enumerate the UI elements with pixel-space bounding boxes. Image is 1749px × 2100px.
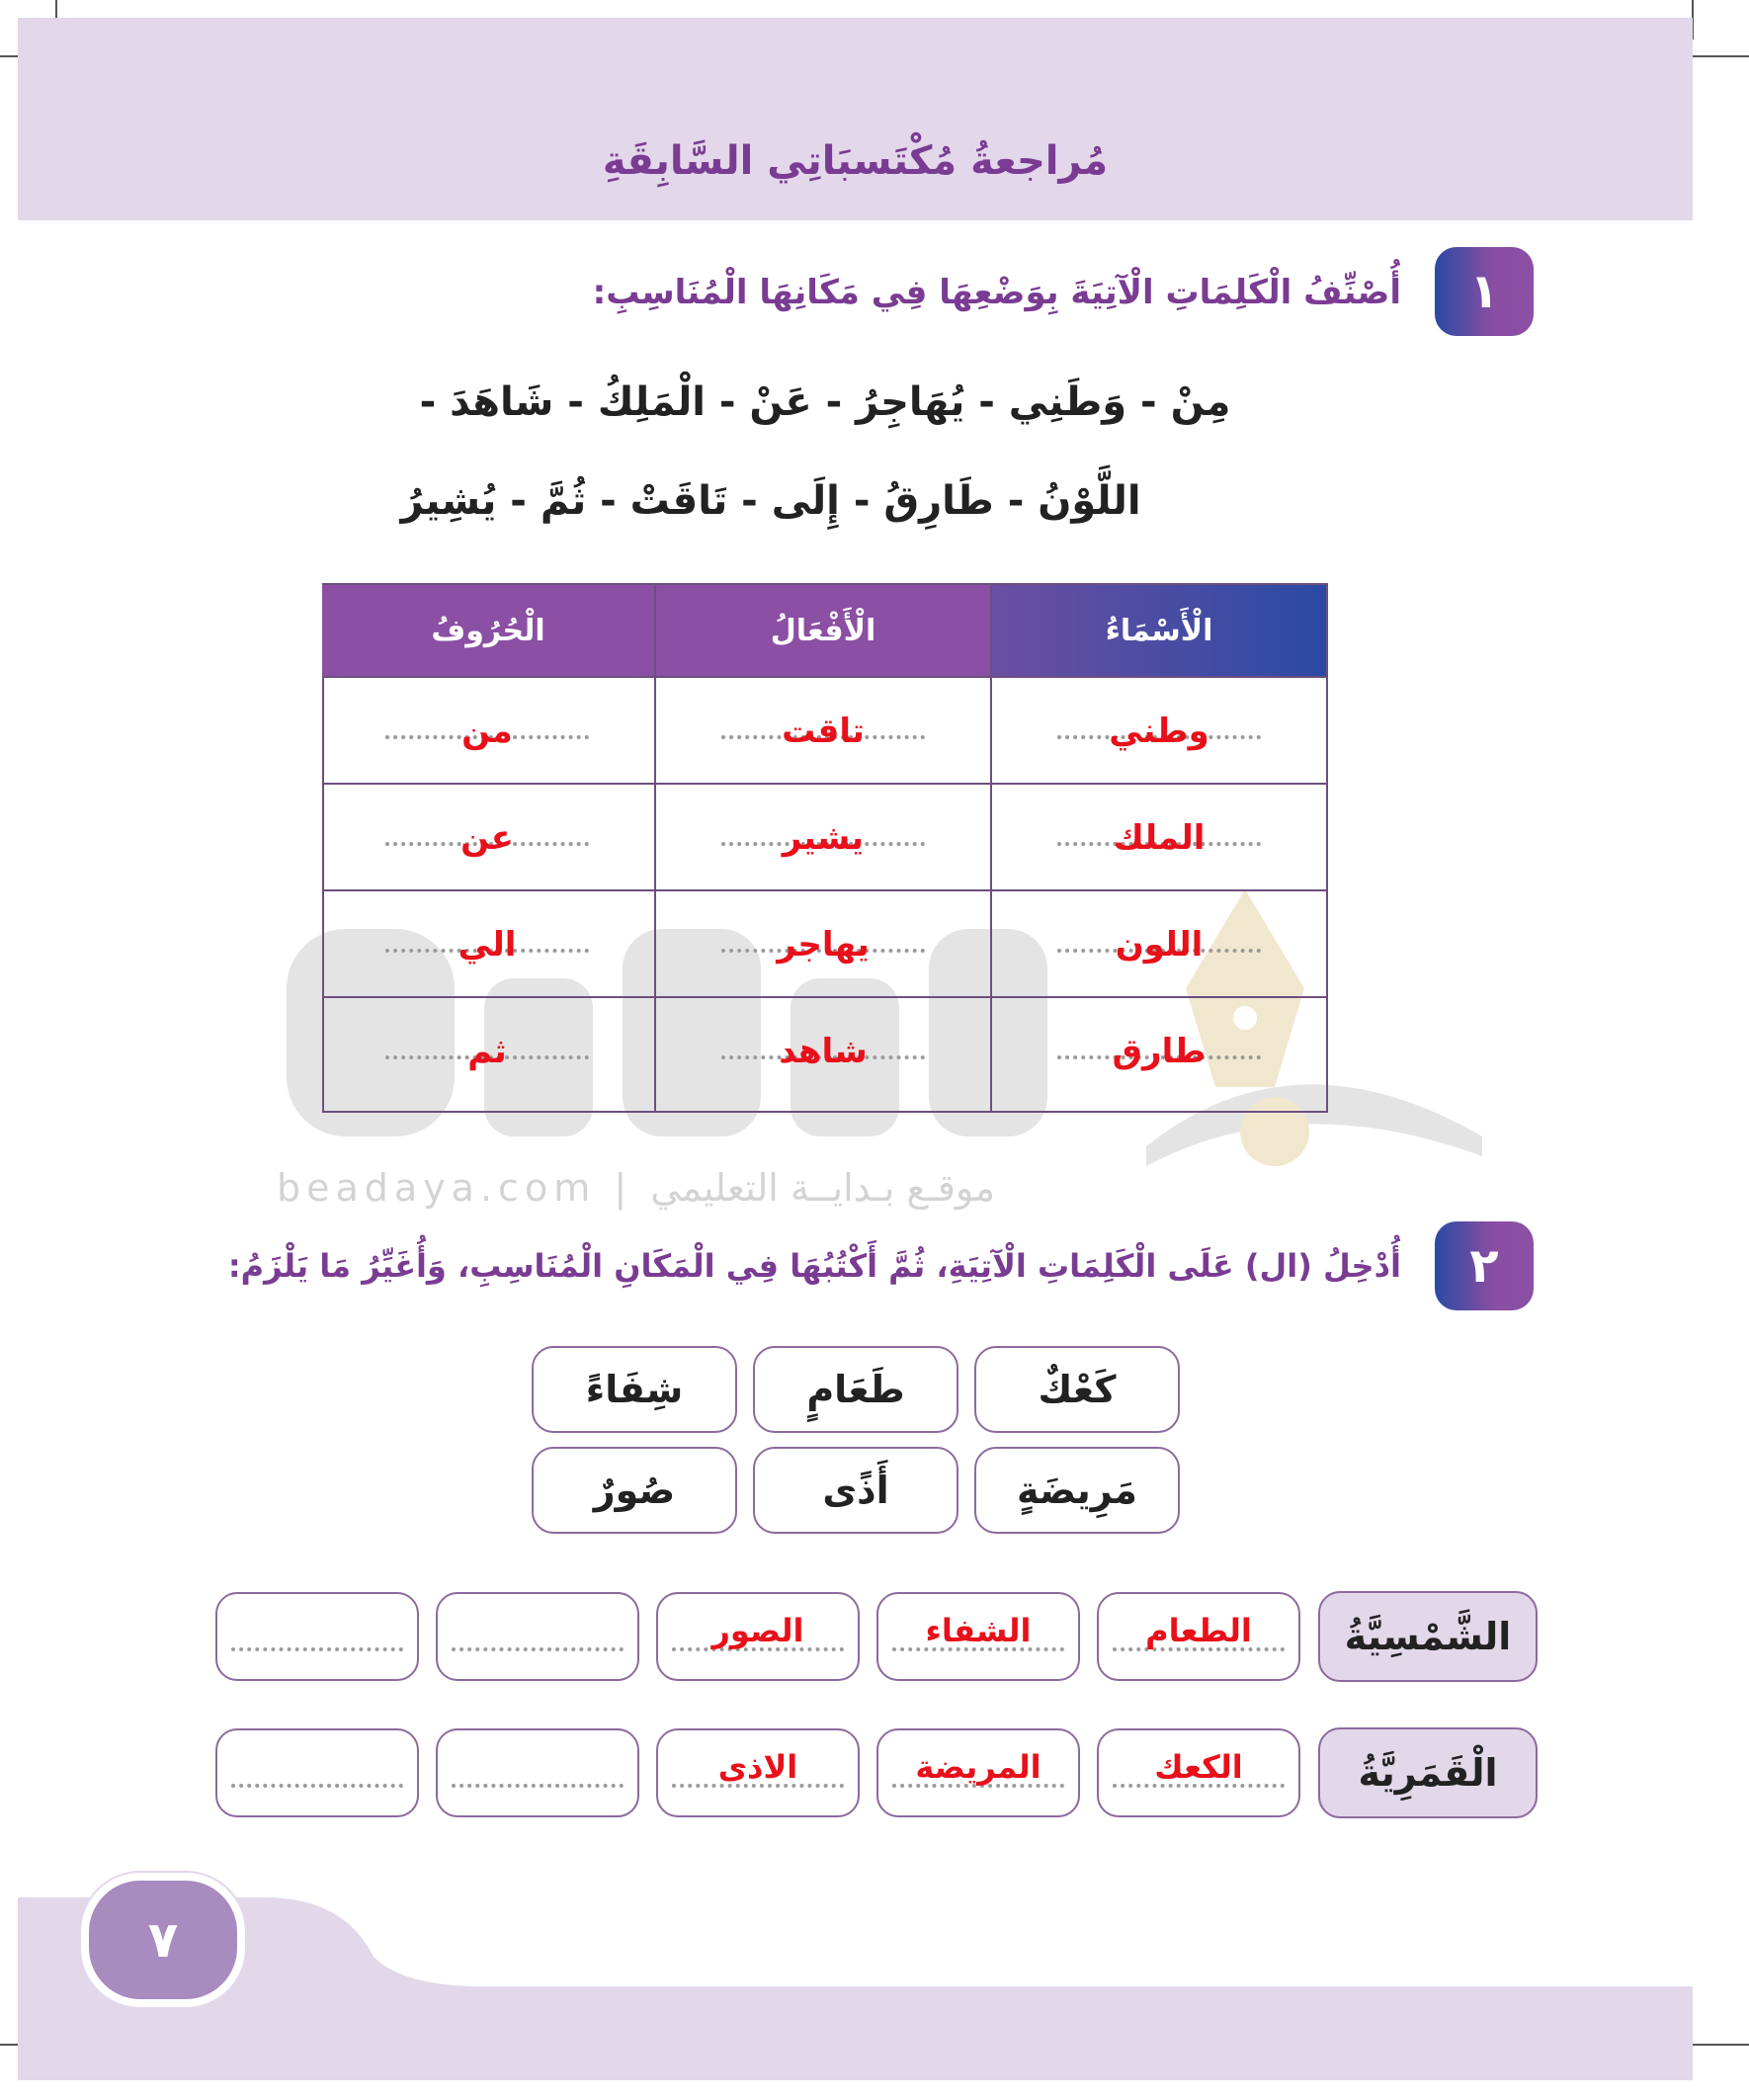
page-number: ٧ <box>81 1873 245 2007</box>
table-cell <box>320 678 654 785</box>
answer-letter: ثم <box>467 1032 507 1071</box>
answer-noun: طارق <box>1112 1032 1207 1071</box>
section-1-instruction: أُصْنِّفُ الْكَلِمَاتِ الْآتِيَةَ بِوَضْعِهَا فِي مَكَانِهَا الْمُنَاسِبِ: <box>592 273 1401 312</box>
qamariya-label: الْقَمَرِيَّةُ <box>1318 1727 1538 1818</box>
answer-text: الاذى <box>717 1748 798 1786</box>
answer-verb: يهاجر <box>777 925 870 965</box>
section-1-badge: ١ <box>1435 247 1534 336</box>
answer-letter: من <box>461 712 513 751</box>
answer-box <box>1097 1592 1300 1681</box>
table-cell <box>320 785 654 891</box>
footer-wave <box>18 1878 1693 2080</box>
word-list-line-1: مِنْ - وَطَنِي - يُهَاجِرُ - عَنْ - الْمَلِكُ - شَاهَدَ - <box>419 379 1231 425</box>
word-box: صُورٌ <box>532 1447 737 1534</box>
table-cell <box>656 998 990 1105</box>
watermark-caption: موقـع بـدايــة التعليمي <box>650 1166 995 1210</box>
watermark-separator: | <box>614 1166 651 1210</box>
table-cell <box>656 678 990 785</box>
answer-letter: عن <box>460 818 514 858</box>
answer-box <box>876 1728 1080 1817</box>
table-cell <box>992 891 1326 998</box>
answer-box <box>436 1728 639 1817</box>
answer-text: الطعام <box>1145 1612 1252 1649</box>
answer-text: الصور <box>711 1612 804 1649</box>
answer-letter: الي <box>458 925 517 965</box>
answer-box <box>876 1592 1080 1681</box>
header-letters: الْحُرُوفُ <box>322 585 654 676</box>
answer-noun: وطني <box>1109 712 1209 751</box>
page-title: مُراجعةُ مُكْتَسبَاتِي السَّابِقَةِ <box>602 138 1109 184</box>
watermark-site: beadaya.com <box>277 1166 597 1210</box>
section-2-badge: ٢ <box>1435 1221 1534 1310</box>
answer-verb: شاهد <box>779 1032 868 1071</box>
answer-box <box>215 1728 419 1817</box>
shamsiya-label: الشَّمْسِيَّةُ <box>1318 1591 1538 1682</box>
classification-table <box>322 583 1328 1113</box>
answer-box <box>656 1592 860 1681</box>
answer-verb: يشير <box>782 818 865 858</box>
crop-mark <box>1692 55 1749 57</box>
watermark-text <box>277 1166 995 1210</box>
answer-box <box>656 1728 860 1817</box>
answer-text: الشفاء <box>925 1612 1032 1649</box>
word-list-line-2: اللَّوْنُ - طَارِقُ - إِلَى - تَاقَتْ - ثُمَّ - يُشِيرُ <box>400 478 1141 524</box>
table-cell <box>992 785 1326 891</box>
word-box: كَعْكٌ <box>974 1346 1180 1433</box>
answer-noun: الملك <box>1113 818 1206 858</box>
table-cell <box>320 891 654 998</box>
answer-text: الكعك <box>1154 1748 1243 1786</box>
answer-verb: تاقت <box>782 712 865 751</box>
table-cell <box>320 998 654 1105</box>
answer-text: المريضة <box>915 1748 1041 1786</box>
word-box: أَذًى <box>753 1447 958 1534</box>
table-cell <box>992 678 1326 785</box>
word-box: شِفَاءً <box>532 1346 737 1433</box>
answer-box <box>436 1592 639 1681</box>
table-cell <box>656 891 990 998</box>
word-box: مَرِيضَةٍ <box>974 1447 1180 1534</box>
word-box: طَعَامٍ <box>753 1346 958 1433</box>
header-nouns: الْأَسْمَاءُ <box>992 585 1326 676</box>
section-2-instruction: أُدْخِلُ (ال) عَلَى الْكَلِمَاتِ الْآتِيَةِ، ثُمَّ أَكْتُبُهَا فِي الْمَكَانِ الْمُنَاسِبِ، وَأُغَيِّرُ مَا يَلْزَمُ: <box>227 1247 1401 1285</box>
answer-box <box>1097 1728 1300 1817</box>
table-cell <box>656 785 990 891</box>
header-verbs: الْأَفْعَالُ <box>656 585 990 676</box>
header-band <box>18 18 1693 220</box>
crop-mark <box>1692 2044 1749 2046</box>
answer-box <box>215 1592 419 1681</box>
answer-noun: اللون <box>1115 925 1204 965</box>
table-cell <box>992 998 1326 1105</box>
